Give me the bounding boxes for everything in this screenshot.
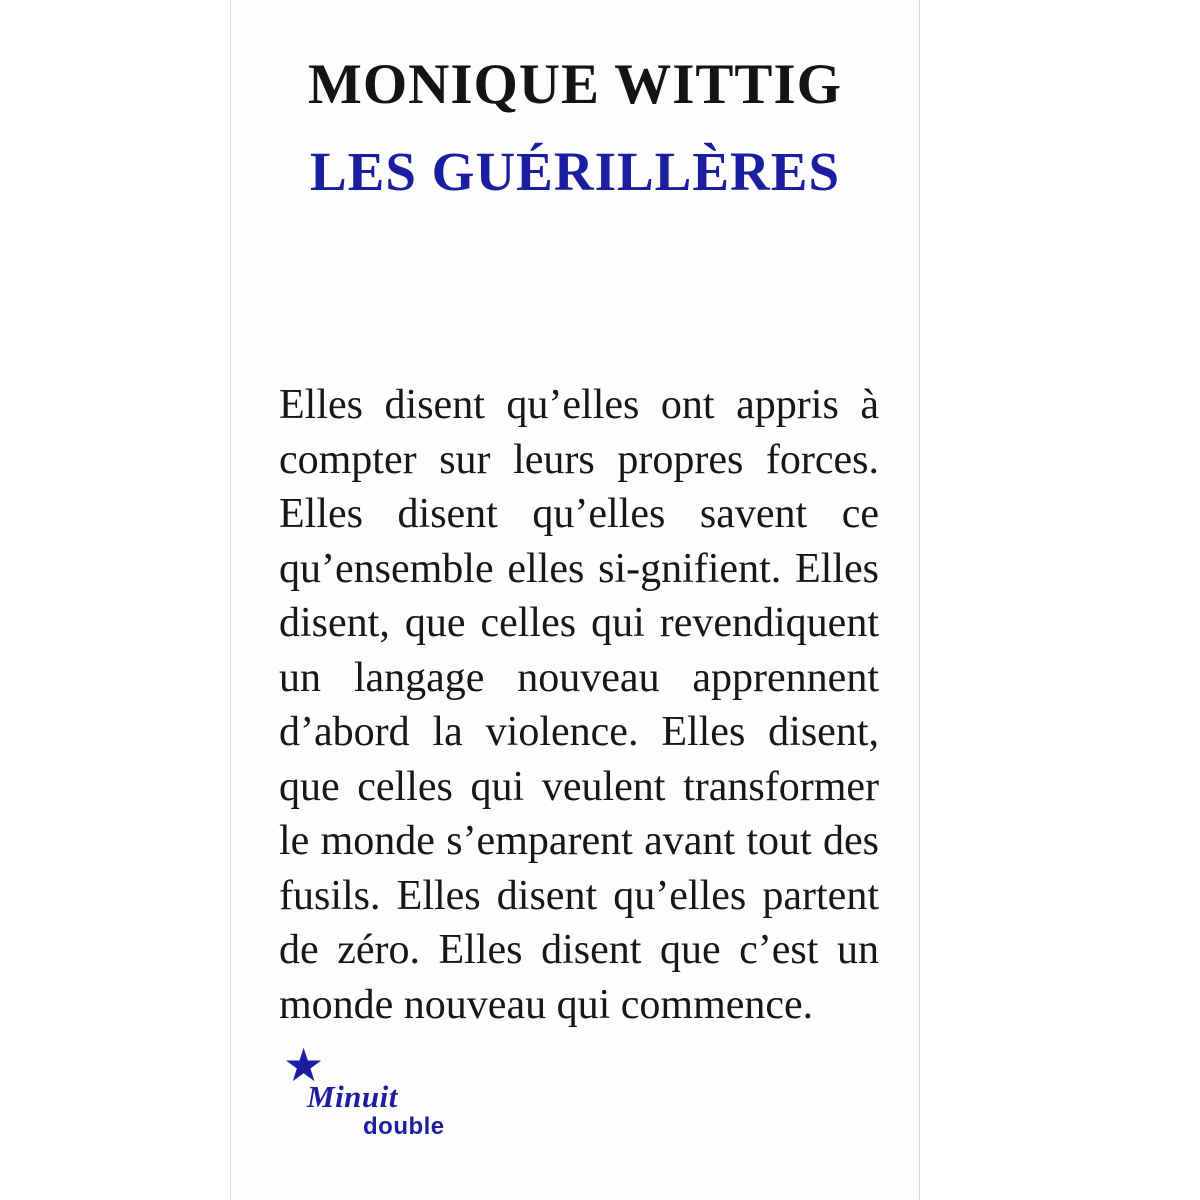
collection-name: double [363,1113,445,1140]
excerpt-paragraph: Elles disent qu’elles ont appris à compter sur leurs propres forces. Elles disent qu’elles savent ce qu’ensemble elles si-gnifient. Elles disent, que celles qui revendiquent un langage nouveau apprennent d’abord la violence. Elles disent, que celles qui veulent transformer le monde s’emparent avant tout des fusils. Elles disent qu’elles partent de zéro. Elles disent que c’est un monde nouveau qui commence. [279,382,879,1028]
author-name: MONIQUE WITTIG [308,53,842,116]
cover-excerpt [279,378,879,1032]
publisher-logo [279,1040,469,1143]
book-title: LES GUÉRILLÈRES [309,141,841,202]
star-icon: ★ [283,1040,325,1091]
book-cover [230,0,920,1200]
publisher-name: Minuit [307,1079,398,1114]
